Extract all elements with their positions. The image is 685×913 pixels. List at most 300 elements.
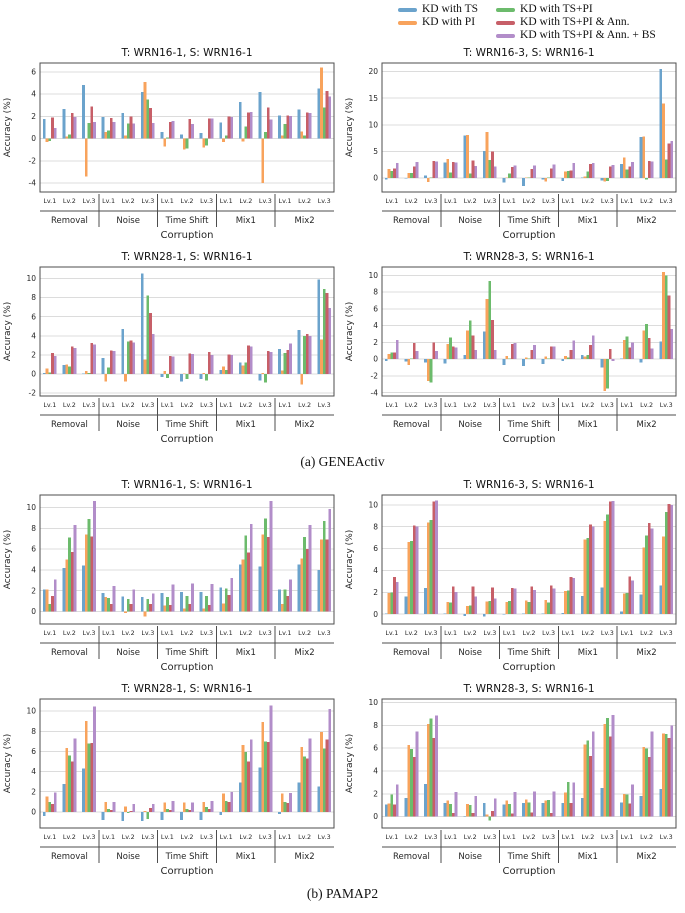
bar bbox=[385, 805, 388, 817]
bar bbox=[286, 350, 289, 374]
svg-text:8: 8 bbox=[373, 287, 378, 297]
svg-text:Lv.1: Lv.1 bbox=[502, 833, 516, 841]
bar bbox=[525, 357, 528, 359]
bar bbox=[267, 107, 270, 138]
svg-text:2: 2 bbox=[31, 586, 36, 596]
bar bbox=[522, 178, 525, 186]
figure-legend bbox=[0, 0, 685, 44]
bar bbox=[278, 349, 281, 374]
svg-text:Lv.2: Lv.2 bbox=[522, 401, 536, 409]
svg-text:Lv.1: Lv.1 bbox=[102, 197, 116, 205]
bar bbox=[645, 749, 648, 817]
bar-chart-svg bbox=[342, 680, 684, 880]
bar bbox=[413, 166, 416, 178]
bar bbox=[149, 808, 152, 812]
bar bbox=[320, 340, 323, 374]
bar bbox=[561, 359, 564, 361]
bar bbox=[284, 590, 287, 612]
svg-text:Lv.3: Lv.3 bbox=[424, 401, 438, 409]
bar bbox=[483, 332, 486, 360]
svg-text:Lv.2: Lv.2 bbox=[463, 629, 477, 637]
bar bbox=[547, 178, 550, 179]
bar bbox=[222, 604, 225, 612]
svg-text:Lv.1: Lv.1 bbox=[160, 833, 174, 841]
svg-text:Lv.3: Lv.3 bbox=[483, 629, 497, 637]
svg-text:Lv.1: Lv.1 bbox=[620, 833, 634, 841]
bar bbox=[413, 757, 416, 816]
bar bbox=[544, 600, 547, 614]
bar bbox=[166, 809, 169, 812]
svg-text:Lv.1: Lv.1 bbox=[160, 401, 174, 409]
svg-text:Lv.3: Lv.3 bbox=[659, 833, 673, 841]
svg-text:Lv.2: Lv.2 bbox=[298, 833, 312, 841]
bar bbox=[620, 611, 623, 614]
bar bbox=[85, 371, 88, 374]
bar bbox=[144, 811, 147, 812]
bar bbox=[169, 356, 172, 374]
bar bbox=[323, 748, 326, 811]
bar bbox=[528, 177, 531, 178]
bar bbox=[326, 293, 329, 374]
bar bbox=[82, 769, 85, 812]
bar bbox=[54, 128, 57, 139]
bar bbox=[166, 374, 169, 378]
svg-text:Lv.3: Lv.3 bbox=[542, 401, 556, 409]
bar bbox=[270, 352, 273, 374]
group-label: Noise bbox=[458, 648, 482, 658]
bar bbox=[298, 110, 301, 139]
bar bbox=[93, 707, 96, 812]
svg-text:0: 0 bbox=[31, 134, 36, 144]
group-label: Mix1 bbox=[235, 852, 256, 862]
bar bbox=[483, 803, 486, 817]
group-label: Removal bbox=[392, 216, 430, 226]
chart-title: T: WRN28-1, S: WRN16-1 bbox=[121, 683, 253, 695]
bar bbox=[570, 577, 573, 614]
bar bbox=[317, 89, 320, 139]
bar bbox=[54, 356, 57, 374]
bar bbox=[483, 614, 486, 616]
bar bbox=[303, 756, 306, 811]
bar bbox=[553, 588, 556, 614]
bar bbox=[542, 803, 545, 817]
bar bbox=[505, 178, 508, 179]
svg-text:Lv.2: Lv.2 bbox=[298, 197, 312, 205]
bar bbox=[309, 336, 312, 374]
bar bbox=[567, 357, 570, 359]
bar bbox=[444, 614, 447, 615]
group-label: Mix2 bbox=[294, 216, 315, 226]
bar bbox=[46, 590, 49, 612]
svg-text:Lv.1: Lv.1 bbox=[444, 629, 458, 637]
bar bbox=[469, 605, 472, 614]
svg-text:Lv.3: Lv.3 bbox=[258, 629, 272, 637]
y-axis-label: Accuracy (%) bbox=[3, 733, 13, 794]
svg-text:Lv.2: Lv.2 bbox=[581, 629, 595, 637]
svg-text:Lv.2: Lv.2 bbox=[62, 197, 76, 205]
x-axis-label: Corruption bbox=[160, 662, 214, 673]
legend-column-1 bbox=[398, 3, 478, 42]
svg-text:Lv.3: Lv.3 bbox=[317, 197, 331, 205]
bar bbox=[298, 330, 301, 374]
svg-text:Lv.3: Lv.3 bbox=[542, 833, 556, 841]
svg-text:Lv.3: Lv.3 bbox=[659, 197, 673, 205]
svg-text:Lv.3: Lv.3 bbox=[483, 833, 497, 841]
bar bbox=[503, 178, 506, 182]
legend-swatch-icon bbox=[398, 21, 417, 25]
bar bbox=[603, 359, 606, 391]
legend-column-2 bbox=[496, 3, 656, 42]
svg-text:6: 6 bbox=[31, 747, 36, 757]
svg-text:Lv.1: Lv.1 bbox=[219, 401, 233, 409]
bar bbox=[208, 809, 211, 812]
bar bbox=[601, 587, 604, 614]
svg-text:10: 10 bbox=[368, 120, 378, 130]
bar bbox=[90, 343, 93, 374]
svg-text:Lv.2: Lv.2 bbox=[239, 401, 253, 409]
bar bbox=[628, 803, 631, 816]
bar bbox=[626, 593, 629, 614]
bar bbox=[163, 802, 166, 812]
bar bbox=[589, 525, 592, 615]
bar bbox=[430, 520, 433, 614]
bar bbox=[289, 343, 292, 374]
svg-text:10: 10 bbox=[368, 270, 378, 280]
bar bbox=[74, 348, 77, 374]
bar bbox=[43, 373, 46, 374]
bar bbox=[564, 793, 567, 817]
chart-geneactiv-wrn16-1 bbox=[0, 44, 342, 248]
svg-text:Lv.1: Lv.1 bbox=[561, 629, 575, 637]
bar bbox=[163, 371, 166, 374]
chart-pamap2-wrn28-3 bbox=[342, 680, 684, 884]
bar bbox=[631, 580, 634, 614]
bar bbox=[191, 124, 194, 138]
section-geneactiv bbox=[0, 44, 685, 470]
svg-text:Lv.1: Lv.1 bbox=[444, 833, 458, 841]
bar bbox=[469, 805, 472, 816]
svg-text:15: 15 bbox=[368, 93, 378, 103]
bar bbox=[446, 159, 449, 178]
bar bbox=[132, 590, 135, 612]
bar bbox=[603, 521, 606, 614]
bar bbox=[130, 341, 133, 374]
bar bbox=[306, 334, 309, 374]
svg-text:10: 10 bbox=[26, 706, 36, 716]
svg-text:6: 6 bbox=[31, 67, 36, 77]
svg-text:2: 2 bbox=[373, 789, 378, 799]
bar bbox=[390, 352, 393, 359]
bar bbox=[326, 739, 329, 812]
bar bbox=[601, 178, 604, 180]
bar bbox=[74, 525, 77, 611]
svg-text:Lv.3: Lv.3 bbox=[317, 629, 331, 637]
group-label: Noise bbox=[458, 420, 482, 430]
bar bbox=[612, 359, 615, 361]
bar bbox=[494, 598, 497, 614]
bar bbox=[525, 799, 528, 816]
bar bbox=[427, 178, 430, 182]
bar bbox=[592, 163, 595, 178]
bar bbox=[564, 172, 567, 178]
bar bbox=[586, 355, 589, 359]
svg-text:Lv.3: Lv.3 bbox=[141, 833, 155, 841]
bar bbox=[659, 342, 662, 360]
bar bbox=[550, 813, 553, 816]
bar bbox=[141, 597, 144, 612]
bar bbox=[121, 329, 124, 374]
svg-text:Lv.2: Lv.2 bbox=[640, 629, 654, 637]
bar bbox=[163, 605, 166, 611]
svg-text:8: 8 bbox=[31, 293, 36, 303]
bar bbox=[609, 166, 612, 178]
bar bbox=[511, 344, 514, 359]
bar bbox=[670, 141, 673, 178]
svg-text:Lv.3: Lv.3 bbox=[82, 197, 96, 205]
svg-text:Lv.3: Lv.3 bbox=[317, 401, 331, 409]
bar bbox=[85, 721, 88, 812]
bar bbox=[281, 604, 284, 611]
bar bbox=[289, 793, 292, 812]
bar bbox=[323, 289, 326, 374]
svg-text:Lv.3: Lv.3 bbox=[258, 833, 272, 841]
bar bbox=[626, 170, 629, 179]
bar bbox=[432, 161, 435, 178]
bar bbox=[102, 117, 105, 139]
bar bbox=[186, 809, 189, 812]
bar bbox=[449, 603, 452, 614]
bar bbox=[561, 803, 564, 817]
bar bbox=[432, 738, 435, 817]
bar bbox=[228, 802, 231, 812]
svg-text:Lv.1: Lv.1 bbox=[385, 197, 399, 205]
bar bbox=[469, 321, 472, 360]
bar bbox=[570, 350, 573, 359]
bar bbox=[463, 136, 466, 179]
svg-text:8: 8 bbox=[373, 522, 378, 532]
bar bbox=[68, 755, 71, 811]
bar bbox=[572, 163, 575, 178]
bar-chart-svg bbox=[342, 44, 684, 244]
bar bbox=[48, 373, 51, 374]
bar bbox=[146, 100, 149, 139]
svg-text:Lv.1: Lv.1 bbox=[561, 833, 575, 841]
bar bbox=[124, 806, 127, 812]
bar bbox=[82, 85, 85, 138]
y-axis-label: Accuracy (%) bbox=[345, 301, 355, 362]
svg-text:6: 6 bbox=[31, 544, 36, 554]
bar bbox=[205, 374, 208, 381]
legend-swatch-icon bbox=[398, 8, 417, 12]
bar bbox=[550, 169, 553, 179]
bar bbox=[388, 169, 391, 178]
bar bbox=[640, 137, 643, 178]
bar bbox=[298, 783, 301, 812]
bar bbox=[244, 536, 247, 612]
bar bbox=[63, 568, 66, 612]
bar bbox=[320, 732, 323, 812]
bar bbox=[317, 787, 320, 812]
svg-text:Lv.2: Lv.2 bbox=[62, 401, 76, 409]
bar bbox=[606, 718, 609, 817]
bar bbox=[107, 130, 110, 138]
bar bbox=[264, 518, 267, 611]
bar bbox=[161, 374, 164, 377]
bar bbox=[107, 598, 110, 612]
bar bbox=[514, 588, 517, 614]
bar bbox=[300, 374, 303, 385]
bar bbox=[645, 324, 648, 359]
bar bbox=[628, 576, 631, 614]
bar bbox=[183, 608, 186, 611]
legend-swatch-icon bbox=[496, 34, 515, 38]
bar bbox=[85, 535, 88, 612]
bar bbox=[110, 810, 113, 812]
svg-text:6: 6 bbox=[373, 304, 378, 314]
chart-title: T: WRN16-3, S: WRN16-1 bbox=[463, 479, 595, 491]
svg-text:Lv.3: Lv.3 bbox=[200, 401, 214, 409]
bar bbox=[121, 812, 124, 821]
bar bbox=[508, 601, 511, 614]
bar bbox=[242, 745, 245, 812]
bar bbox=[410, 749, 413, 816]
bar bbox=[544, 801, 547, 817]
bar bbox=[530, 813, 533, 817]
bar bbox=[230, 792, 233, 812]
x-axis-label: Corruption bbox=[502, 434, 556, 445]
bar bbox=[222, 794, 225, 812]
svg-text:-2: -2 bbox=[28, 156, 36, 166]
bar bbox=[121, 113, 124, 139]
chart-geneactiv-wrn28-1 bbox=[0, 248, 342, 452]
bar bbox=[51, 804, 54, 812]
bar bbox=[550, 347, 553, 360]
bar bbox=[452, 162, 455, 178]
bar bbox=[208, 605, 211, 612]
svg-text:4: 4 bbox=[31, 767, 36, 777]
bar bbox=[491, 151, 494, 178]
svg-text:0: 0 bbox=[31, 369, 36, 379]
bar bbox=[303, 537, 306, 611]
bar bbox=[172, 801, 175, 812]
bar bbox=[432, 502, 435, 615]
bar bbox=[416, 162, 419, 178]
svg-text:2: 2 bbox=[31, 787, 36, 797]
svg-text:Lv.2: Lv.2 bbox=[62, 833, 76, 841]
svg-text:0: 0 bbox=[31, 607, 36, 617]
bar bbox=[242, 139, 245, 142]
bar bbox=[166, 138, 169, 139]
bar bbox=[547, 603, 550, 614]
group-label: Time Shift bbox=[165, 648, 209, 658]
bar bbox=[405, 178, 408, 179]
bar bbox=[93, 344, 96, 374]
bar bbox=[424, 175, 427, 178]
bar bbox=[161, 132, 164, 139]
bar bbox=[124, 374, 127, 382]
bar bbox=[603, 178, 606, 181]
bar bbox=[668, 143, 671, 178]
bar bbox=[200, 592, 203, 612]
bar bbox=[623, 157, 626, 178]
group-label: Mix1 bbox=[577, 420, 598, 430]
bar bbox=[455, 592, 458, 614]
svg-text:Lv.3: Lv.3 bbox=[200, 629, 214, 637]
bar bbox=[183, 802, 186, 812]
bar bbox=[592, 527, 595, 614]
bar bbox=[581, 798, 584, 817]
svg-text:6: 6 bbox=[373, 544, 378, 554]
bar bbox=[393, 805, 396, 817]
svg-text:Lv.3: Lv.3 bbox=[258, 197, 272, 205]
bar bbox=[146, 812, 149, 819]
bar bbox=[63, 109, 66, 138]
bar bbox=[244, 752, 247, 812]
bar bbox=[623, 794, 626, 817]
bar bbox=[567, 171, 570, 178]
bar bbox=[651, 732, 654, 817]
legend-label: KD with PI bbox=[422, 16, 476, 28]
bar bbox=[642, 747, 645, 817]
bar bbox=[533, 791, 536, 816]
svg-text:Lv.2: Lv.2 bbox=[581, 833, 595, 841]
bar bbox=[222, 366, 225, 374]
group-label: Noise bbox=[116, 216, 140, 226]
bar bbox=[188, 119, 191, 138]
bar bbox=[640, 359, 643, 362]
bar bbox=[452, 586, 455, 614]
bar bbox=[407, 359, 410, 365]
bar bbox=[244, 126, 247, 138]
svg-text:Lv.3: Lv.3 bbox=[200, 833, 214, 841]
svg-text:Lv.1: Lv.1 bbox=[620, 401, 634, 409]
bar bbox=[43, 812, 46, 816]
bar bbox=[230, 578, 233, 611]
bar bbox=[239, 102, 242, 139]
bar bbox=[54, 579, 57, 611]
bar bbox=[631, 342, 634, 359]
svg-text:Lv.2: Lv.2 bbox=[404, 833, 418, 841]
bar bbox=[609, 737, 612, 817]
bar bbox=[466, 135, 469, 178]
bar bbox=[202, 139, 205, 148]
bar bbox=[435, 351, 438, 359]
bar bbox=[102, 358, 105, 374]
svg-text:Lv.1: Lv.1 bbox=[102, 629, 116, 637]
bar bbox=[396, 785, 399, 817]
bar bbox=[427, 724, 430, 816]
svg-text:4: 4 bbox=[31, 331, 36, 341]
bar bbox=[144, 360, 147, 374]
bar bbox=[592, 336, 595, 359]
bar bbox=[230, 117, 233, 139]
bar bbox=[239, 363, 242, 374]
group-label: Noise bbox=[116, 648, 140, 658]
bar bbox=[503, 359, 506, 365]
bar bbox=[186, 596, 189, 612]
bar bbox=[665, 734, 668, 817]
svg-text:Lv.2: Lv.2 bbox=[121, 401, 135, 409]
bar bbox=[144, 612, 147, 617]
chart-title: T: WRN28-1, S: WRN16-1 bbox=[121, 251, 253, 263]
bar bbox=[601, 359, 604, 367]
bar bbox=[505, 602, 508, 614]
svg-text:2: 2 bbox=[31, 111, 36, 121]
bar bbox=[127, 342, 130, 374]
svg-text:Lv.3: Lv.3 bbox=[659, 629, 673, 637]
bar bbox=[286, 596, 289, 612]
svg-text:4: 4 bbox=[373, 321, 378, 331]
